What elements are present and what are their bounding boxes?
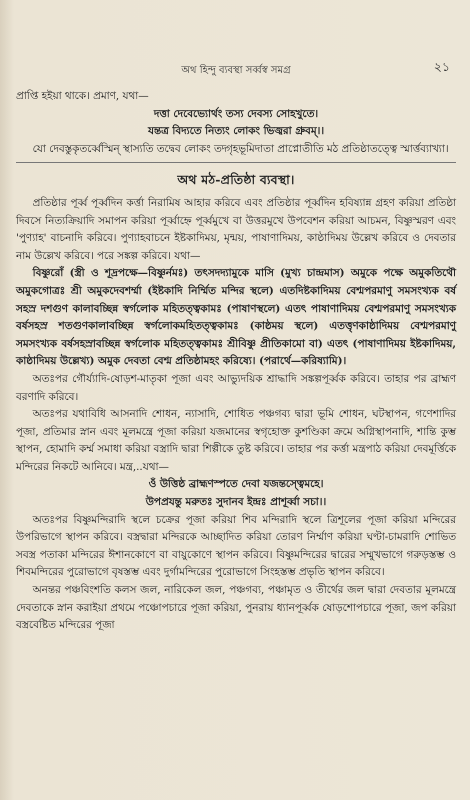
sankalpa-paragraph: বিষ্ণুরোঁ (স্ত্রী ও শূদ্রপক্ষে—বিষ্ণুর্নমঃ) তৎসদদ্যামুকে মাসি (মুখ্য চান্দ্রমাস) অমুকে পক্ষে অমুকতিথৌ অমুকগোত্রঃ শ্রী অমুকদেবশর্ম্মা (ইষ্টকাদি নির্ম্মিত মন্দির স্থলে) এতদিষ্টকাদিময় বেশ্মপরমাণু সমসংখ্যক বর্ষ সহস্র দশগুণ কালাবচ্ছিন্ন স্বর্গলোক মহিতত্ত্বকামঃ (পাষাণস্থলে) এতৎ পাষাণাদিময় বেশ্মপরমাণু সমসংখ্যক বর্ষসহস্র শতগুণকালাবচ্ছিন্ন স্বর্গলোকমহিতত্ত্বকামঃ (কাষ্ঠময় স্থলে) এতত্তৃণকাষ্ঠাদিময় বেশ্মপরমাণু সমসংখ্যক বর্ষসহস্রাবচ্ছিন্ন স্বর্গলোক মহিতত্ত্বকামঃ শ্রীবিষ্ণু প্রীতিকামো বা) এতৎ (পাষাণাদিময় ইষ্টকাদিময়, কাষ্ঠাদিময় উল্লেখ্য) অমুক দেবতা বেশ্ম প্রতিষ্ঠামহং করিষ্যে। (পরার্থে—করিষ্যামি)।	[16, 267, 456, 368]
paragraph-8: অনন্তর পঞ্চবিংশতি কলস জল, নারিকেল জল, পঞ্চগব্য, পঞ্চামৃত ও তীর্থের জল দ্বারা দেবতার মূলমন্ত্রে দেবতাকে স্নান করাইয়া প্রথমে পঞ্চোপচারে পূজা করিয়া, পুনরায় ধ্যানপূর্ব্বক ষোড়শোপচারে পূজা, জপ করিয়া বস্ত্রবেষ্টিত মন্দিরের পূজা	[16, 584, 456, 632]
paragraph-2: যো দেবস্তুকৃতর্ব্বেস্মিন্ স্থাস্যতি তদ্বেব লোকং তদ্গৃহভূমিদাতা প্রাপ্নোতীতি মঠ প্রতিষ্ঠাতত্ত্বে স্মার্ত্তব্যাখ্যা।	[32, 142, 449, 155]
verse-line-1: দত্তা দেবেভ্যোর্থং তস্য দেবস্য সোহখুতে।	[153, 107, 319, 120]
running-head: অথ হিন্দু ব্যবস্থা সর্ব্বস্ব সমগ্র	[181, 65, 291, 76]
mantra-line-1: ওঁ উত্তিষ্ঠ ব্রাহ্মণস্পতে দেবা যজন্তস্ত্বেমহে।	[148, 478, 324, 491]
section-title: অথ মঠ-প্রতিষ্ঠা ব্যবস্থা।	[177, 172, 295, 188]
paragraph-6: অতঃপর যথাবিধি আসনাদি শোধন, ন্যাসাদি, শোধিত পঞ্চগব্য দ্বারা ভূমি শোধন, ঘটস্থাপন, গণেশাদির পূজা, প্রতিমার স্নান এবং মূলমন্ত্রে পূজা করিয়া যজমানের স্বগৃহোক্ত কুশণ্ডিকা ক্রমে অগ্নিস্থাপনাদি, শান্তি কুম্ভ স্থাপন, হোমাদি কর্ম্ম সমাধা করিয়া বস্ত্রাদি দ্বারা শিল্পীকে তুষ্ট করিবে। তাহার পর কর্ত্তা মন্ত্রপাঠ করিয়া দেবমূর্ত্তিকে মন্দিরের নিকটে আনিবে। মন্ত্র,..যথা—	[16, 408, 456, 473]
page-body	[16, 88, 456, 635]
paragraph-7: অতঃপর বিষ্ণুমন্দিরাদি স্থলে চক্রের পূজা করিয়া শিব মন্দিরাদি স্থলে ত্রিশূলের পূজা করিয়া মন্দিরের উপরিভাগে স্থাপন করিবে। বস্ত্রদ্বারা মন্দিরকে আচ্ছাদিত করিয়া তোরণ নির্ম্মাণ করিয়া ঘণ্টা-চামরাদি শোভিত সবস্ত্র পতাকা মন্দিরের ঈশানকোণে বা বায়ুকোণে স্থাপন করিবে। বিষ্ণুমন্দিরের দ্বারের সম্মুখভাগে গরুড়স্তম্ভ ও শিবমন্দিরের পুরোভাগে বৃষস্তম্ভ এবং দুর্গামন্দিরের পুরোভাগে সিংহস্তম্ভ প্রভৃতি স্থাপন করিবে।	[16, 513, 456, 579]
page-header	[16, 59, 456, 80]
paragraph-5: অতঃপর গৌর্য্যাদি-ষোড়শ-মাতৃকা পূজা এবং আভ্যুদয়িক শ্রাদ্ধাদি সঙ্কল্পপূর্ব্বক করিবে। তাহার পর ব্রাহ্মণ বরণাদি করিবে।	[16, 372, 456, 403]
page-number: ২১	[433, 59, 450, 74]
mantra-line-2: উপপ্রযন্তু মরুতঃ সুদানব ইন্দ্রঃ প্রাশূর্ব্বা সচা।।	[145, 496, 327, 509]
paragraph-1: প্রাপ্তি হইয়া থাকে। প্রমাণ, যথা—	[16, 90, 149, 102]
verse-line-2: যন্তত্র বিদ্যতে নিত্যং লোকং ভিজ্বরা গ্রুবম্।।	[147, 125, 325, 138]
paragraph-3: প্রতিষ্ঠার পূর্ব্ব পূর্ব্বদিন কর্ত্তা নিরামিষ আহার করিবে এবং প্রতিষ্ঠার পূর্ব্বদিন হবিষ্যান্ন গ্রহণ করিয়া প্রতিষ্ঠা দিবসে নিত্যক্রিয়াদি সমাপন করিয়া পূর্ব্বাহ্নে পূর্ব্বমুখে বা উত্তরমুখে উপবেশন করিয়া আচমন, বিষ্ণুস্মরণ এবং 'পুণ্যাহ' বাচনাদি করিবে। পুণ্যাহবাচনে ইষ্টকাদিময়, মৃন্ময়, পাষাণাদিময়, কাষ্ঠাদিময় উল্লেখ করিবে ও দেবতার নাম উল্লেখ করিবে। পরে সঙ্কল্প করিবে। যথা—	[16, 196, 456, 262]
section-divider	[16, 162, 456, 163]
